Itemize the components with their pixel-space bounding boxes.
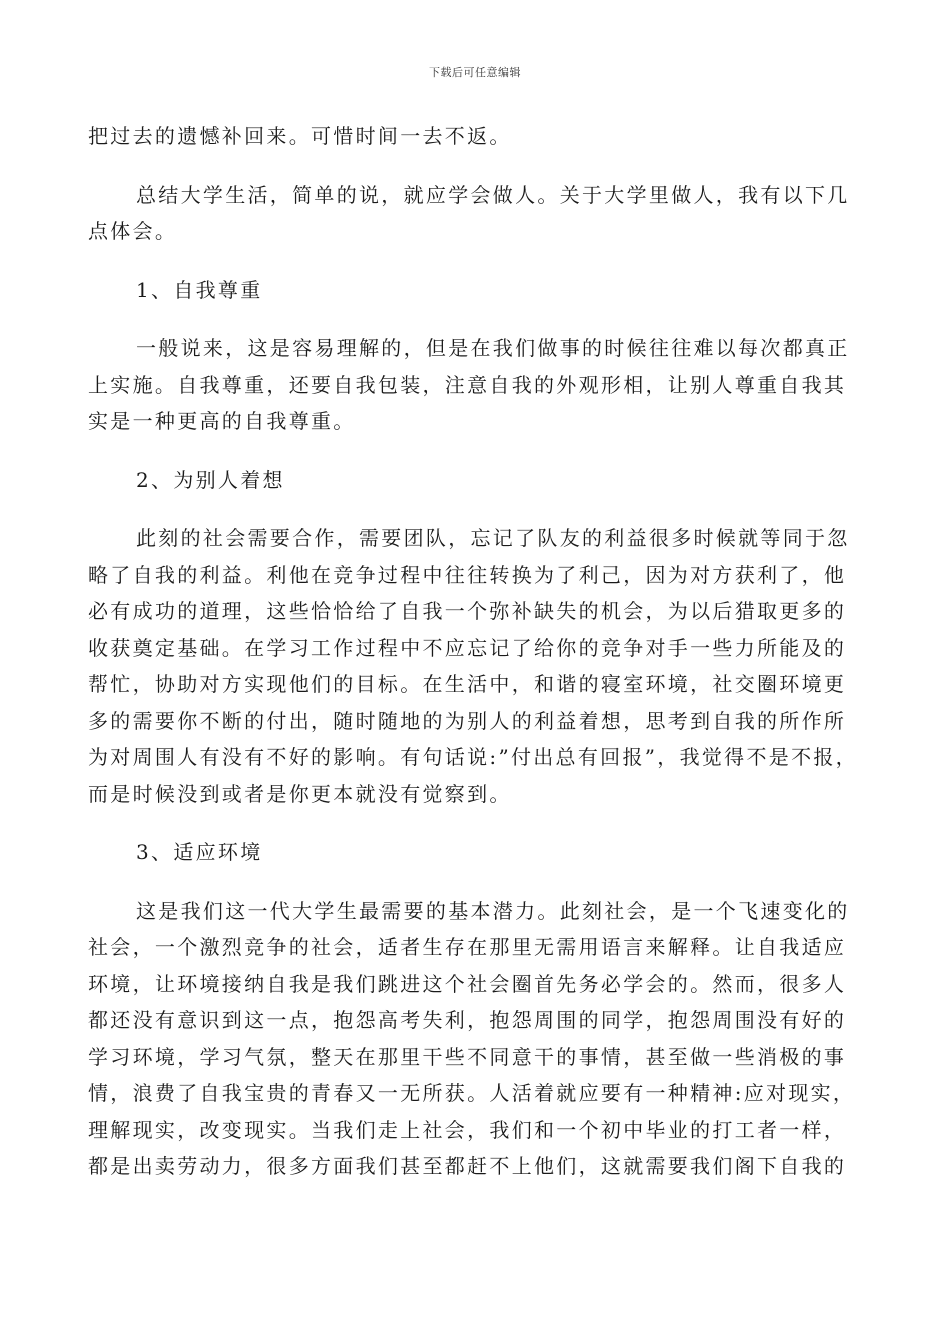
- paragraph-consider-others: 此刻的社会需要合作，需要团队，忘记了队友的利益很多时候就等同于忽略了自我的利益。利他在竞争过程中往往转换为了利己，因为对方获利了，他必有成功的道理，这些恰恰给了自我一个弥补缺失的机会，为以后猎取更多的收获奠定基础。在学习工作过程中不应忘记了给你的竞争对手一些力所能及的帮忙，协助对方实现他们的目标。在生活中，和谐的寝室环境，社交圈环境更多的需要你不断的付出，随时随地的为别人的利益着想，思考到自我的所作所为对周围人有没有不好的影响。有句话说:”付出总有回报”，我觉得不是不报，而是时候没到或者是你更本就没有觉察到。: [88, 526, 858, 806]
- paragraph-self-respect: 一般说来，这是容易理解的，但是在我们做事的时候往往难以每次都真正上实施。自我尊重，还要自我包装，注意自我的外观形相，让别人尊重自我其实是一种更高的自我尊重。: [88, 336, 850, 433]
- page-header: 下载后可任意编辑: [429, 66, 521, 79]
- section-heading-self-respect: 1、自我尊重: [136, 277, 263, 302]
- section-heading-consider-others: 2、为别人着想: [136, 467, 285, 492]
- paragraph-continuation: 把过去的遗憾补回来。可惜时间一去不返。: [88, 124, 512, 148]
- section-heading-adapt-environment: 3、适应环境: [136, 840, 263, 864]
- document-body: [88, 118, 858, 1185]
- paragraph-adapt-environment: 这是我们这一代大学生最需要的基本潜力。此刻社会，是一个飞速变化的社会，一个激烈竞争的社会，适者生存在那里无需用语言来解释。让自我适应环境，让环境接纳自我是我们跳进这个社会圈首先务必学会的。然而，很多人都还没有意识到这一点，抱怨高考失利，抱怨周围的同学，抱怨周围没有好的学习环境，学习气氛，整天在那里干些不同意干的事情，甚至做一些消极的事情，浪费了自我宝贵的青春又一无所获。人活着就应要有一种精神:应对现实，理解现实，改变现实。当我们走上社会，我们和一个初中毕业的打工者一样，都是出卖劳动力，很多方面我们甚至都赶不上他们，这就需要我们阁下自我的: [88, 898, 856, 1178]
- paragraph-summary: 总结大学生活，简单的说，就应学会做人。关于大学里做人，我有以下几点体会。: [88, 182, 850, 243]
